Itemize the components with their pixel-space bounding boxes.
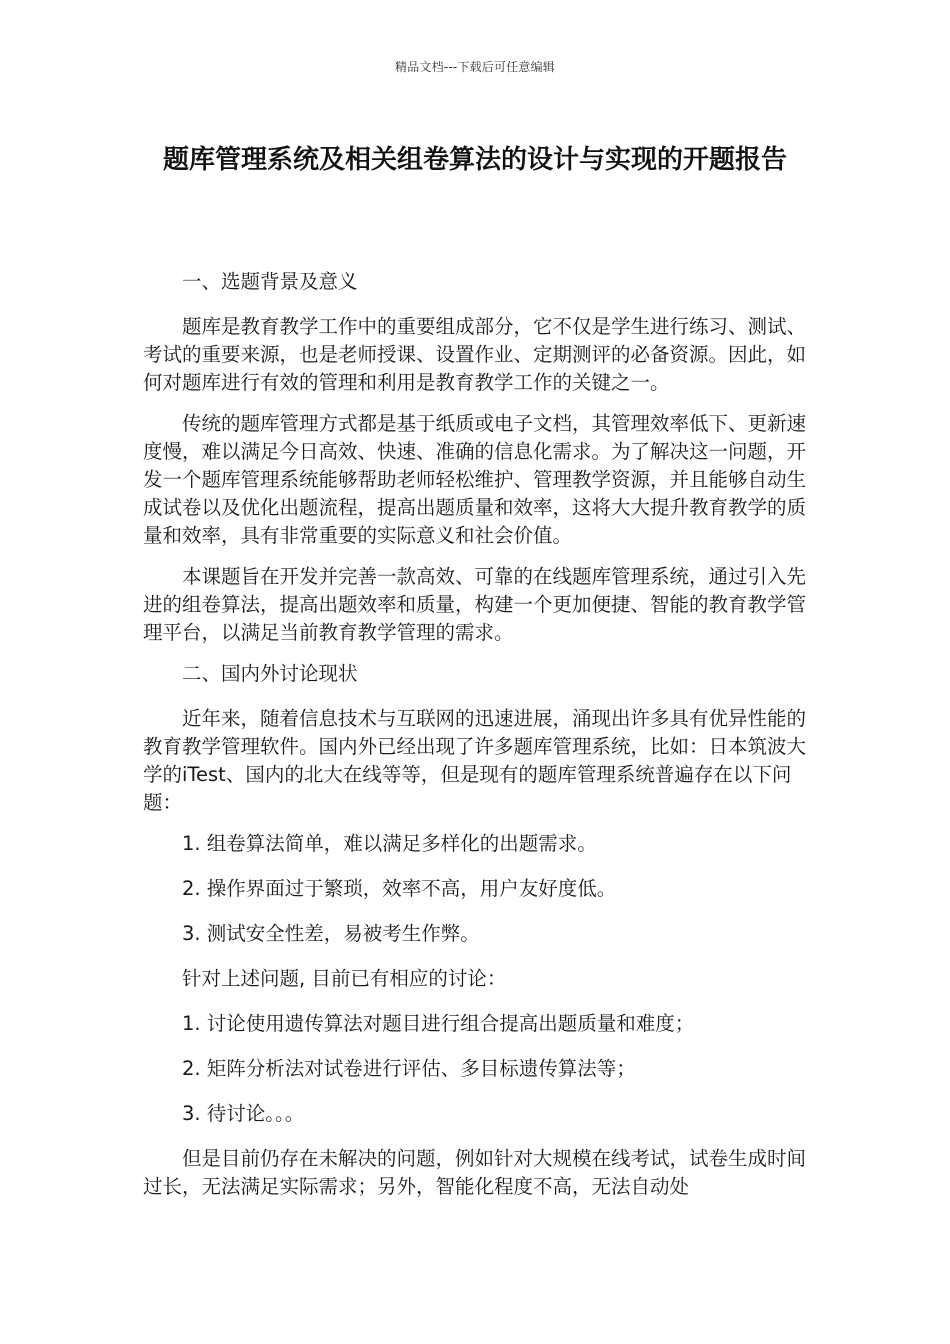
discussion-list-item: 3. 待讨论。。。 (182, 1102, 305, 1125)
problem-list-item: 2. 操作界面过于繁琐，效率不高，用户友好度低。 (182, 877, 617, 900)
problem-list-item: 1. 组卷算法简单，难以满足多样化的出题需求。 (182, 832, 597, 855)
document-body (143, 268, 807, 1214)
paragraph: 近年来，随着信息技术与互联网的迅速进展，涌现出许多具有优异性能的教育教学管理软件。国内外已经出现了许多题库管理系统，比如：日本筑波大学的iTest、国内的北大在线等等，但是现有的题库管理系统普遍存在以下问题： (143, 707, 807, 814)
discussion-list-item: 1. 讨论使用遗传算法对题目进行组合提高出题质量和难度； (182, 1012, 695, 1035)
document-title: 题库管理系统及相关组卷算法的设计与实现的开题报告 (162, 145, 787, 175)
header-note: 精品文档---下载后可任意编辑 (395, 60, 555, 74)
paragraph: 针对上述问题, 目前已有相应的讨论： (182, 967, 507, 990)
paragraph: 但是目前仍存在未解决的问题，例如针对大规模在线考试，试卷生成时间过长，无法满足实际需求；另外，智能化程度不高，无法自动处 (143, 1147, 807, 1198)
paragraph: 传统的题库管理方式都是基于纸质或电子文档，其管理效率低下、更新速度慢，难以满足今日高效、快速、准确的信息化需求。为了解决这一问题，开发一个题库管理系统能够帮助老师轻松维护、管理教学资源，并且能够自动生成试卷以及优化出题流程，提高出题质量和效率，这将大大提升教育教学的质量和效率，具有非常重要的实际意义和社会价值。 (143, 412, 807, 547)
section-heading-research-status: 二、国内外讨论现状 (182, 662, 358, 685)
section-heading-background: 一、选题背景及意义 (182, 270, 358, 293)
problem-list-item: 3. 测试安全性差，易被考生作弊。 (182, 922, 480, 945)
paragraph: 题库是教育教学工作中的重要组成部分，它不仅是学生进行练习、测试、考试的重要来源，也是老师授课、设置作业、定期测评的必备资源。因此，如何对题库进行有效的管理和利用是教育教学工作的关键之一。 (143, 315, 807, 394)
paragraph: 本课题旨在开发并完善一款高效、可靠的在线题库管理系统，通过引入先进的组卷算法，提高出题效率和质量，构建一个更加便捷、智能的教育教学管理平台，以满足当前教育教学管理的需求。 (143, 565, 807, 644)
discussion-list-item: 2. 矩阵分析法对试卷进行评估、多目标遗传算法等； (182, 1057, 636, 1080)
